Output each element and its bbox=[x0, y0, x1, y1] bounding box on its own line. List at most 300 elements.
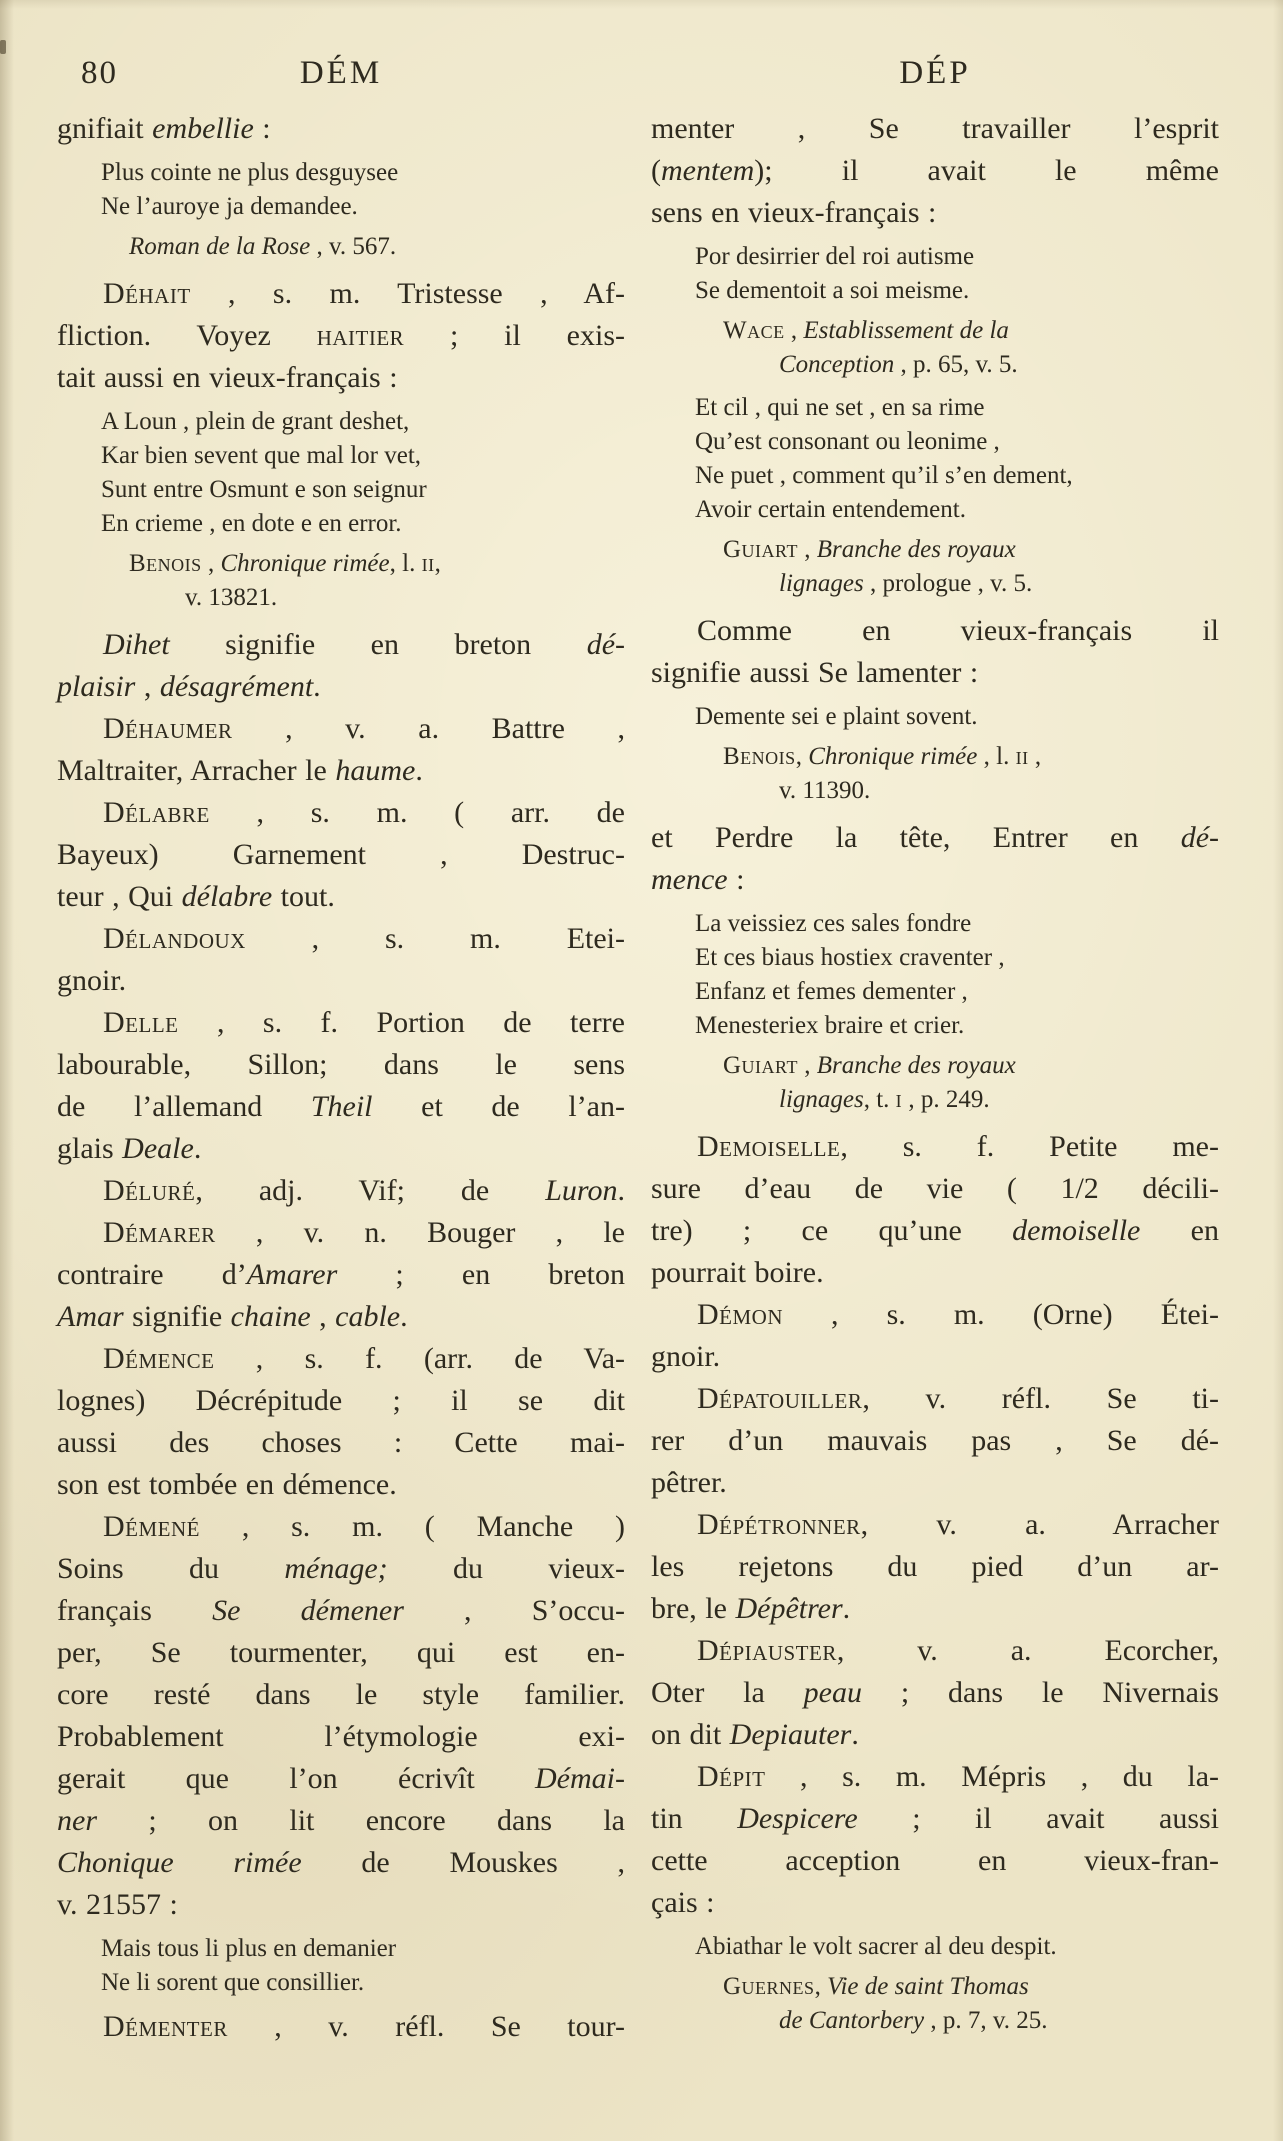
text-span: Enfanz et femes dementer , bbox=[695, 978, 968, 1005]
small-caps-text: Délandoux bbox=[103, 922, 246, 955]
italic-text: Branche des royaux bbox=[816, 536, 1016, 563]
text-span: sure d’eau de vie ( 1/2 décili- bbox=[651, 1172, 1219, 1205]
text-span: Mais tous li plus en demanier bbox=[101, 1935, 397, 1962]
text-line bbox=[57, 1464, 625, 1506]
text-line bbox=[57, 624, 625, 666]
text-span: , v. 567. bbox=[310, 233, 397, 260]
text-line bbox=[57, 1716, 625, 1758]
text-span: Se dementoit a soi meisme. bbox=[695, 277, 970, 304]
small-caps-text: Demoiselle bbox=[697, 1130, 841, 1163]
italic-text: Branche des royaux bbox=[816, 1052, 1016, 1079]
italic-text: peau bbox=[803, 1676, 862, 1709]
scan-artifact bbox=[0, 40, 6, 54]
text-span: sens en vieux-français : bbox=[651, 196, 937, 229]
text-span: tin bbox=[651, 1802, 738, 1835]
verse-quote bbox=[695, 700, 1219, 734]
text-span: Ne puet , comment qu’il s’en dement, bbox=[695, 462, 1073, 489]
small-caps-text: Wace bbox=[723, 317, 785, 344]
text-span: , s. m. Etei- bbox=[245, 922, 625, 955]
text-line bbox=[779, 774, 1219, 808]
text-span: ( bbox=[651, 154, 661, 187]
text-span: Bayeux) Garnement , Destruc- bbox=[57, 838, 625, 871]
text-span: rer d’un mauvais pas , Se dé- bbox=[651, 1424, 1219, 1457]
text-line bbox=[57, 108, 625, 150]
text-span: , bbox=[784, 317, 804, 344]
italic-text: Roman de la Rose bbox=[129, 233, 311, 260]
text-columns bbox=[57, 108, 1219, 2048]
italic-text: Chronique rimée bbox=[808, 743, 978, 770]
italic-text: Theil bbox=[310, 1090, 373, 1123]
text-line bbox=[723, 314, 1219, 348]
verse-quote bbox=[695, 391, 1219, 527]
text-line bbox=[695, 907, 1219, 941]
italic-text: Amarer bbox=[246, 1258, 338, 1291]
text-span: Oter la bbox=[651, 1676, 804, 1709]
text-line bbox=[101, 156, 625, 190]
text-span: , bbox=[1028, 743, 1042, 770]
text-line bbox=[695, 425, 1219, 459]
text-span: Sunt entre Osmunt e son seignur bbox=[101, 476, 427, 503]
text-line bbox=[651, 1168, 1219, 1210]
text-span: Ne l’auroye ja demandee. bbox=[101, 193, 358, 220]
small-caps-text: Déhaumer bbox=[103, 712, 233, 745]
text-span: gnifiait bbox=[57, 112, 153, 145]
text-line bbox=[57, 960, 625, 1002]
italic-text: Depiauter bbox=[729, 1718, 852, 1751]
text-line bbox=[57, 1170, 625, 1212]
small-caps-text: Benois bbox=[723, 743, 796, 770]
text-line bbox=[57, 1296, 625, 1338]
text-line bbox=[651, 1546, 1219, 1588]
text-span: cette acception en vieux-fran- bbox=[651, 1844, 1219, 1877]
text-line bbox=[695, 459, 1219, 493]
running-head-left bbox=[57, 50, 625, 96]
text-span: Abiathar le volt sacrer al deu despit. bbox=[695, 1933, 1057, 1960]
small-caps-text: Démence bbox=[103, 1342, 215, 1375]
small-caps-text: Dépétronner bbox=[697, 1508, 861, 1541]
italic-text: ner bbox=[57, 1804, 97, 1837]
text-line bbox=[651, 1420, 1219, 1462]
text-span: de Mouskes , bbox=[301, 1846, 625, 1879]
text-span: , l. bbox=[977, 743, 1016, 770]
italic-text: demoiselle bbox=[1012, 1214, 1141, 1247]
text-line bbox=[101, 473, 625, 507]
text-span: , s. f. Portion de terre bbox=[178, 1006, 625, 1039]
text-line bbox=[57, 792, 625, 834]
text-span: , s. m. ( Manche ) bbox=[200, 1510, 625, 1543]
text-line bbox=[695, 1930, 1219, 1964]
text-line bbox=[57, 876, 625, 918]
text-line bbox=[57, 1422, 625, 1464]
text-span: : bbox=[727, 863, 745, 896]
text-line bbox=[57, 1002, 625, 1044]
text-span: Soins du bbox=[57, 1552, 285, 1585]
small-caps-text: Guernes bbox=[723, 1973, 815, 2000]
text-span: Probablement l’étymologie exi- bbox=[57, 1720, 625, 1753]
text-span: v. 11390. bbox=[779, 777, 871, 804]
text-line bbox=[695, 493, 1219, 527]
text-span: teur , Qui bbox=[57, 880, 182, 913]
text-line bbox=[57, 1758, 625, 1800]
text-span: , v. n. Bouger , le bbox=[215, 1216, 625, 1249]
text-line bbox=[651, 817, 1219, 859]
text-span: , t. bbox=[863, 1086, 896, 1113]
dictionary-entry bbox=[57, 708, 625, 792]
text-span: en bbox=[1140, 1214, 1219, 1247]
dictionary-entry bbox=[57, 1338, 625, 1506]
text-span: ; il avait aussi bbox=[857, 1802, 1220, 1835]
text-span: et Perdre la tête, Entrer en bbox=[651, 821, 1181, 854]
italic-text: Amar bbox=[57, 1300, 124, 1333]
text-span: , bbox=[310, 1300, 336, 1333]
text-line bbox=[695, 274, 1219, 308]
right-column bbox=[651, 108, 1219, 2048]
text-span: , v. réfl. Se ti- bbox=[862, 1382, 1219, 1415]
source-citation bbox=[57, 230, 625, 264]
text-line bbox=[57, 1086, 625, 1128]
dictionary-entry bbox=[651, 1126, 1219, 1294]
text-line bbox=[651, 1252, 1219, 1294]
text-span: Comme en vieux-français il bbox=[697, 614, 1219, 647]
verse-quote bbox=[101, 405, 625, 541]
small-caps-text: i bbox=[895, 1086, 903, 1113]
dictionary-entry bbox=[57, 1212, 625, 1338]
text-span: , bbox=[797, 1052, 817, 1079]
italic-text: dé- bbox=[586, 628, 625, 661]
italic-text: Démai- bbox=[535, 1762, 625, 1795]
dictionary-entry bbox=[651, 1294, 1219, 1378]
text-span: Et ces biaus hostiex craventer , bbox=[695, 944, 1005, 971]
dictionary-entry bbox=[57, 1506, 625, 1926]
dictionary-entry bbox=[57, 792, 625, 918]
text-line bbox=[651, 1798, 1219, 1840]
small-caps-text: Démené bbox=[103, 1510, 200, 1543]
text-line bbox=[651, 1588, 1219, 1630]
text-line bbox=[57, 750, 625, 792]
text-span: . bbox=[617, 1174, 625, 1207]
text-line bbox=[57, 1548, 625, 1590]
text-span: , bbox=[797, 536, 817, 563]
italic-text: haume bbox=[335, 754, 416, 787]
dictionary-entry bbox=[651, 1630, 1219, 1756]
small-caps-text: Démarer bbox=[103, 1216, 216, 1249]
text-span: En crieme , en dote e en error. bbox=[101, 510, 402, 537]
small-caps-text: Dépiauster bbox=[697, 1634, 837, 1667]
text-span: , bbox=[434, 550, 441, 577]
text-line bbox=[57, 1800, 625, 1842]
italic-text: Deale bbox=[122, 1132, 194, 1165]
text-line bbox=[651, 1462, 1219, 1504]
text-span: , bbox=[135, 670, 160, 703]
text-line bbox=[651, 1756, 1219, 1798]
dictionary-entry bbox=[651, 1504, 1219, 1630]
italic-text: mentem bbox=[661, 154, 755, 187]
text-span: signifie bbox=[123, 1300, 231, 1333]
italic-text: lignages bbox=[779, 1086, 864, 1113]
text-span: . bbox=[851, 1718, 859, 1751]
text-span: Plus cointe ne plus desguysee bbox=[101, 159, 399, 186]
verse-quote bbox=[101, 1932, 625, 2000]
verse-quote bbox=[695, 1930, 1219, 1964]
text-line bbox=[651, 1378, 1219, 1420]
text-span: A Loun , plein de grant deshet, bbox=[101, 408, 410, 435]
text-span: core resté dans le style familier. bbox=[57, 1678, 625, 1711]
text-span: , p. 65, v. 5. bbox=[894, 351, 1018, 378]
text-line bbox=[651, 1882, 1219, 1924]
text-line bbox=[129, 547, 625, 581]
text-line bbox=[651, 1126, 1219, 1168]
text-line bbox=[651, 1840, 1219, 1882]
small-caps-text: Guiart bbox=[723, 536, 798, 563]
text-span: , v. a. Arracher bbox=[860, 1508, 1219, 1541]
italic-text: Luron bbox=[545, 1174, 618, 1207]
text-line bbox=[57, 666, 625, 708]
text-span: pêtrer. bbox=[651, 1466, 727, 1499]
dictionary-entry bbox=[651, 1756, 1219, 1924]
small-caps-text: haitier bbox=[316, 319, 405, 352]
text-span: , s. f. Petite me- bbox=[840, 1130, 1219, 1163]
text-line bbox=[651, 1336, 1219, 1378]
text-line bbox=[651, 1672, 1219, 1714]
header-right-guideword: DÉP bbox=[899, 55, 971, 91]
text-span: ); il avait le même bbox=[754, 154, 1219, 187]
text-line bbox=[651, 610, 1219, 652]
text-span: : bbox=[253, 112, 271, 145]
italic-text: Despicere bbox=[737, 1802, 858, 1835]
text-line bbox=[723, 1049, 1219, 1083]
small-caps-text: Dépit bbox=[697, 1760, 766, 1793]
text-line bbox=[695, 975, 1219, 1009]
verse-quote bbox=[695, 240, 1219, 308]
text-span: Demente sei e plaint sovent. bbox=[695, 703, 978, 730]
text-span: . bbox=[415, 754, 423, 787]
text-span: , adj. Vif; de bbox=[195, 1174, 546, 1207]
text-span: et de l’an- bbox=[372, 1090, 625, 1123]
dictionary-entry bbox=[57, 1170, 625, 1212]
italic-text: Chronique rimée bbox=[220, 550, 390, 577]
italic-text: dé- bbox=[1180, 821, 1219, 854]
text-span: tait aussi en vieux-français : bbox=[57, 361, 398, 394]
text-line bbox=[57, 834, 625, 876]
text-span: ; on lit encore dans la bbox=[97, 1804, 625, 1837]
text-span: signifie en breton bbox=[169, 628, 587, 661]
italic-text: Conception bbox=[779, 351, 895, 378]
source-citation bbox=[651, 740, 1219, 808]
page-number: 80 bbox=[81, 55, 118, 91]
text-span: , v. a. Ecorcher, bbox=[836, 1634, 1219, 1667]
italic-text: lignages bbox=[779, 570, 864, 597]
small-caps-text: Déluré bbox=[103, 1174, 196, 1207]
text-span: . bbox=[193, 1132, 202, 1165]
text-line bbox=[57, 1842, 625, 1884]
source-citation bbox=[57, 547, 625, 615]
text-line bbox=[57, 1044, 625, 1086]
text-line bbox=[695, 941, 1219, 975]
dictionary-entry bbox=[651, 610, 1219, 694]
text-line bbox=[57, 1674, 625, 1716]
text-span: tout. bbox=[272, 880, 335, 913]
italic-text: Dihet bbox=[103, 628, 170, 661]
text-line bbox=[723, 1970, 1219, 2004]
text-span: Kar bien sevent que mal lor vet, bbox=[101, 442, 422, 469]
text-span: , bbox=[814, 1973, 828, 2000]
text-span: , s. m. Mépris , du la- bbox=[765, 1760, 1219, 1793]
italic-text: Establissement de la bbox=[803, 317, 1009, 344]
text-span: de l’allemand bbox=[57, 1090, 311, 1123]
text-span: çais : bbox=[651, 1886, 715, 1919]
text-span: Qu’est consonant ou leonime , bbox=[695, 428, 1000, 455]
text-line bbox=[57, 708, 625, 750]
text-span: Por desirrier del roi autisme bbox=[695, 243, 975, 270]
italic-text: de Cantorbery bbox=[779, 2007, 925, 2034]
small-caps-text: Guiart bbox=[723, 1052, 798, 1079]
small-caps-text: Démon bbox=[697, 1298, 783, 1331]
italic-text: Se démener bbox=[212, 1594, 404, 1627]
text-line bbox=[779, 567, 1219, 601]
text-span: français bbox=[57, 1594, 213, 1627]
text-line bbox=[651, 1630, 1219, 1672]
source-citation bbox=[651, 314, 1219, 382]
text-span: gerait que l’on écrivît bbox=[57, 1762, 536, 1795]
text-line bbox=[129, 230, 625, 264]
text-line bbox=[651, 859, 1219, 901]
text-line bbox=[779, 2004, 1219, 2038]
italic-text: cable bbox=[335, 1300, 401, 1333]
text-span: , bbox=[795, 743, 809, 770]
verse-quote bbox=[695, 907, 1219, 1043]
small-caps-text: Démenter bbox=[103, 2010, 228, 2043]
text-line bbox=[57, 2006, 625, 2048]
text-line bbox=[695, 1009, 1219, 1043]
italic-text: Dépêtrer bbox=[735, 1592, 843, 1625]
text-span: Maltraiter, Arracher le bbox=[57, 754, 336, 787]
text-line bbox=[57, 315, 625, 357]
text-span: , prologue , v. 5. bbox=[863, 570, 1033, 597]
text-line bbox=[651, 1504, 1219, 1546]
text-span: Avoir certain entendement. bbox=[695, 496, 966, 523]
text-span: v. 21557 : bbox=[57, 1888, 178, 1921]
text-span: , s. f. (arr. de Va- bbox=[214, 1342, 625, 1375]
text-line bbox=[57, 1884, 625, 1926]
italic-text: plaisir bbox=[57, 670, 136, 703]
dictionary-entry bbox=[651, 1378, 1219, 1504]
text-span: contraire d’ bbox=[57, 1258, 247, 1291]
paragraph-continuation bbox=[651, 817, 1219, 901]
text-line bbox=[57, 1632, 625, 1674]
italic-text: Vie de saint Thomas bbox=[827, 1973, 1029, 2000]
text-span: Menesteriex braire et crier. bbox=[695, 1012, 965, 1039]
italic-text: délabre bbox=[181, 880, 273, 913]
text-span: . bbox=[842, 1592, 851, 1625]
text-line bbox=[101, 405, 625, 439]
small-caps-text: ii bbox=[421, 550, 435, 577]
text-span: tre) ; ce qu’une bbox=[651, 1214, 1013, 1247]
small-caps-text: ii bbox=[1015, 743, 1029, 770]
italic-text: mence bbox=[651, 863, 728, 896]
small-caps-text: Dépatouiller bbox=[697, 1382, 863, 1415]
text-span: bre, le bbox=[651, 1592, 736, 1625]
text-span: . bbox=[400, 1300, 408, 1333]
paragraph-continuation bbox=[57, 108, 625, 150]
text-span: on dit bbox=[651, 1718, 730, 1751]
small-caps-text: Délabre bbox=[103, 796, 210, 829]
text-line bbox=[57, 1254, 625, 1296]
text-line bbox=[695, 700, 1219, 734]
text-span: , s. m. ( arr. de bbox=[209, 796, 625, 829]
text-span: Ne li sorent que consillier. bbox=[101, 1969, 365, 1996]
text-span: ; en breton bbox=[337, 1258, 625, 1291]
italic-text: désagrément bbox=[159, 670, 314, 703]
small-caps-text: Benois bbox=[129, 550, 202, 577]
text-line bbox=[57, 1128, 625, 1170]
text-line bbox=[57, 1338, 625, 1380]
text-span: fliction. Voyez bbox=[57, 319, 317, 352]
paragraph-continuation bbox=[651, 108, 1219, 234]
text-line bbox=[723, 533, 1219, 567]
source-citation bbox=[651, 533, 1219, 601]
verse-quote bbox=[101, 156, 625, 224]
text-span: signifie aussi Se lamenter : bbox=[651, 656, 979, 689]
text-span: glais bbox=[57, 1132, 123, 1165]
text-span: du vieux- bbox=[387, 1552, 625, 1585]
text-span: gnoir. bbox=[57, 964, 127, 997]
source-citation bbox=[651, 1049, 1219, 1117]
dictionary-entry bbox=[57, 624, 625, 708]
italic-text: Chonique rimée bbox=[57, 1846, 302, 1879]
text-span: . bbox=[313, 670, 321, 703]
text-line bbox=[57, 1380, 625, 1422]
text-span: , p. 249. bbox=[902, 1086, 990, 1113]
text-span: , bbox=[201, 550, 221, 577]
text-line bbox=[101, 507, 625, 541]
text-line bbox=[57, 1590, 625, 1632]
text-line bbox=[723, 740, 1219, 774]
text-span: pourrait boire. bbox=[651, 1256, 824, 1289]
text-span: ; il exis- bbox=[404, 319, 625, 352]
header-left-guideword: DÉM bbox=[299, 55, 383, 91]
text-span: ; dans le Nivernais bbox=[861, 1676, 1219, 1709]
text-line bbox=[651, 192, 1219, 234]
italic-text: embellie bbox=[152, 112, 254, 145]
running-head-right bbox=[651, 50, 1219, 96]
text-span: gnoir. bbox=[651, 1340, 721, 1373]
text-line bbox=[651, 150, 1219, 192]
text-line bbox=[651, 1210, 1219, 1252]
small-caps-text: Delle bbox=[103, 1006, 179, 1039]
text-line bbox=[779, 348, 1219, 382]
text-span: , l. bbox=[389, 550, 422, 577]
text-span: , s. m. Tristesse , Af- bbox=[190, 277, 625, 310]
dictionary-entry bbox=[57, 2006, 625, 2048]
text-line bbox=[185, 581, 625, 615]
text-span: lognes) Décrépitude ; il se dit bbox=[57, 1384, 625, 1417]
text-span: , v. réfl. Se tour- bbox=[227, 2010, 625, 2043]
text-line bbox=[101, 439, 625, 473]
text-line bbox=[651, 108, 1219, 150]
text-span: , S’occu- bbox=[403, 1594, 625, 1627]
text-span: v. 13821. bbox=[185, 584, 278, 611]
text-line bbox=[651, 652, 1219, 694]
dictionary-entry bbox=[57, 273, 625, 399]
text-line bbox=[695, 240, 1219, 274]
text-span: Et cil , qui ne set , en sa rime bbox=[695, 394, 985, 421]
text-line bbox=[57, 357, 625, 399]
text-span: menter , Se travailler l’esprit bbox=[651, 112, 1219, 145]
text-span: aussi des choses : Cette mai- bbox=[57, 1426, 625, 1459]
text-span: son est tombée en démence. bbox=[57, 1468, 397, 1501]
text-line bbox=[651, 1714, 1219, 1756]
text-line bbox=[57, 918, 625, 960]
